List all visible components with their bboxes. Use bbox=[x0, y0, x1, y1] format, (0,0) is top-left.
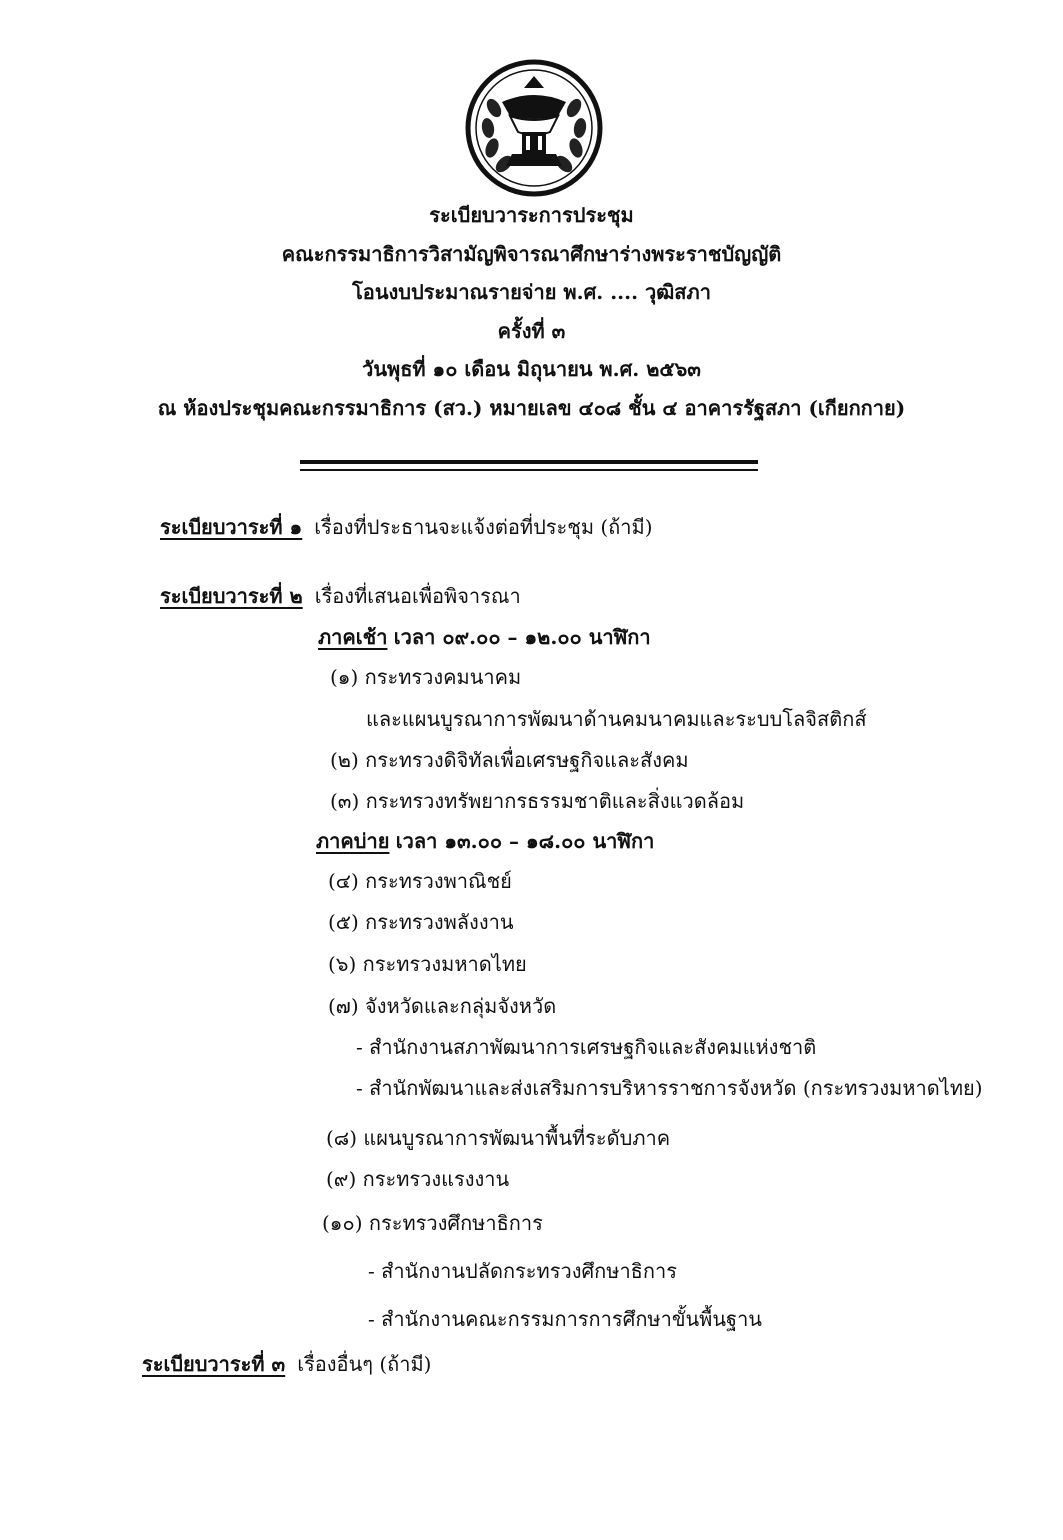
list-item: และแผนบูรณาการพัฒนาด้านคมนาคมและระบบโลจิสติกส์ bbox=[366, 707, 867, 731]
list-item: - สำนักงานคณะกรรมการการศึกษาขั้นพื้นฐาน bbox=[368, 1307, 762, 1331]
list-item: (๗) จังหวัดและกลุ่มจังหวัด bbox=[328, 994, 557, 1018]
list-item: (๒) กระทรวงดิจิทัลเพื่อเศรษฐกิจและสังคม bbox=[330, 748, 689, 772]
morning-label: ภาคเช้า bbox=[318, 625, 388, 649]
agenda-1-label: ระเบียบวาระที่ ๑ bbox=[160, 515, 303, 539]
afternoon-label: ภาคบ่าย bbox=[316, 829, 390, 853]
agenda-3-text: เรื่องอื่นๆ (ถ้ามี) bbox=[297, 1352, 432, 1376]
header-venue: ณ ห้องประชุมคณะกรรมาธิการ (สว.) หมายเลข ๔๐๘ ชั้น ๔ อาคารรัฐสภา (เกียกกาย) bbox=[157, 395, 906, 420]
list-item: (๔) กระทรวงพาณิชย์ bbox=[328, 869, 512, 893]
agenda-3-label: ระเบียบวาระที่ ๓ bbox=[142, 1352, 286, 1376]
agenda-item-3 bbox=[142, 1351, 431, 1377]
list-item: (๘) แผนบูรณาการพัฒนาพื้นที่ระดับภาค bbox=[326, 1126, 671, 1150]
header-date: วันพุธที่ ๑๐ เดือน มิถุนายน พ.ศ. ๒๕๖๓ bbox=[362, 357, 701, 381]
list-item: (๓) กระทรวงทรัพยากรธรรมชาติและสิ่งแวดล้อม bbox=[330, 789, 745, 813]
morning-time: เวลา ๐๙.๐๐ – ๑๒.๐๐ นาฬิกา bbox=[393, 625, 651, 649]
list-item: (๑๐) กระทรวงศึกษาธิการ bbox=[322, 1211, 543, 1235]
header-committee: คณะกรรมาธิการวิสามัญพิจารณาศึกษาร่างพระราชบัญญัติ bbox=[281, 241, 782, 266]
header-divider-thin bbox=[300, 469, 758, 471]
agenda-1-text: เรื่องที่ประธานจะแจ้งต่อที่ประชุม (ถ้ามี) bbox=[314, 515, 653, 539]
agenda-2-label: ระเบียบวาระที่ ๒ bbox=[160, 584, 303, 608]
header-subject: โอนงบประมาณรายจ่าย พ.ศ. .... วุฒิสภา bbox=[352, 280, 711, 304]
list-item: (๑) กระทรวงคมนาคม bbox=[330, 665, 522, 689]
header-divider-thick bbox=[300, 460, 758, 464]
morning-session bbox=[318, 624, 651, 650]
list-item: (๖) กระทรวงมหาดไทย bbox=[328, 952, 527, 976]
list-item: (๙) กระทรวงแรงงาน bbox=[326, 1167, 510, 1191]
agenda-2-text: เรื่องที่เสนอเพื่อพิจารณา bbox=[314, 584, 521, 608]
list-item: - สำนักงานสภาพัฒนาการเศรษฐกิจและสังคมแห่งชาติ bbox=[356, 1035, 817, 1059]
list-item: - สำนักพัฒนาและส่งเสริมการบริหารราชการจังหวัด (กระทรวงมหาดไทย) bbox=[356, 1076, 983, 1100]
list-item: (๕) กระทรวงพลังงาน bbox=[328, 910, 514, 934]
document-header bbox=[0, 196, 1063, 427]
agenda-item-1 bbox=[160, 514, 653, 540]
header-session: ครั้งที่ ๓ bbox=[497, 318, 566, 343]
parliament-seal-icon bbox=[464, 58, 604, 198]
afternoon-time: เวลา ๑๓.๐๐ – ๑๘.๐๐ นาฬิกา bbox=[395, 829, 655, 853]
header-title: ระเบียบวาระการประชุม bbox=[429, 203, 634, 227]
list-item: - สำนักงานปลัดกระทรวงศึกษาธิการ bbox=[368, 1259, 677, 1283]
agenda-item-2 bbox=[160, 583, 521, 609]
afternoon-session bbox=[316, 828, 654, 854]
